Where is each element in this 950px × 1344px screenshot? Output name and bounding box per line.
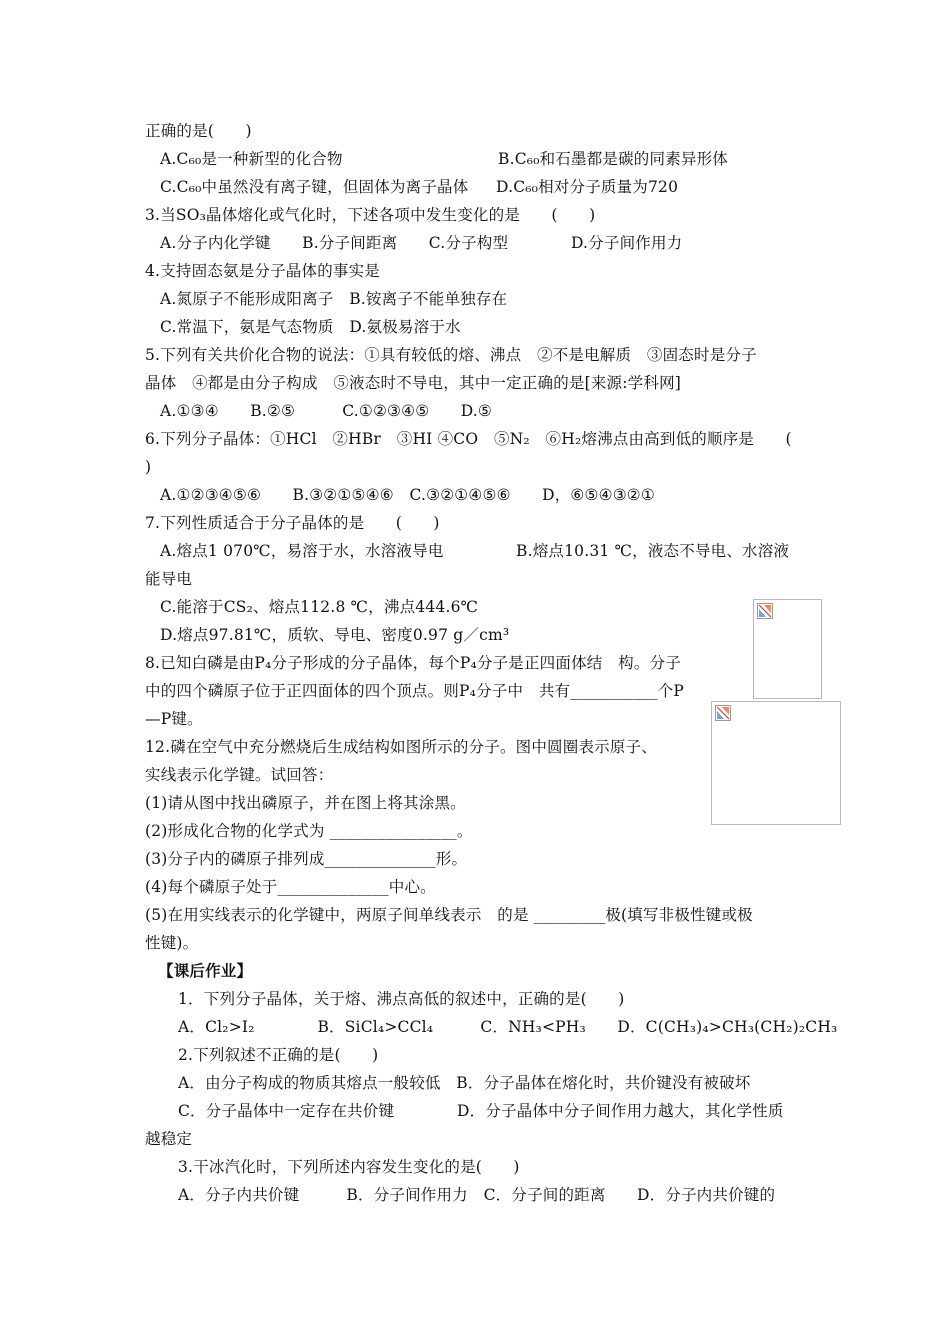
homework-q2-cont: 越稳定 [145, 1130, 193, 1148]
broken-image-placeholder [753, 599, 822, 699]
text-line: 正确的是( ) [145, 122, 252, 140]
question-6: 6.下列分子晶体：①HCl ②HBr ③HI ④CO ⑤N₂ ⑥H₂熔沸点由高到低的顺序是 ( [145, 430, 792, 448]
homework-q3-options: A．分子内共价键 B．分子间作用力 C．分子间的距离 D．分子内共价键的 [178, 1186, 776, 1204]
question-7: 7.下列性质适合于分子晶体的是 ( ) [145, 514, 440, 532]
question-7-option-b-cont: 能导电 [145, 570, 193, 588]
option-d: D.C₆₀相对分子质量为720 [496, 178, 679, 196]
homework-q1-options: A．Cl₂>I₂ B．SiCl₄>CCl₄ C．NH₃<PH₃ D．C(CH₃)₄>CH₃(CH₂)₂CH₃ [178, 1018, 838, 1036]
section-heading-homework: 【课后作业】 [158, 962, 253, 980]
option-b: B.C₆₀和石墨都是碳的同素异形体 [498, 150, 729, 168]
question-3-options: A.分子内化学键 B.分子间距离 C.分子构型 D.分子间作用力 [160, 234, 683, 252]
homework-q1: 1．下列分子晶体，关于熔、沸点高低的叙述中，正确的是( ) [178, 990, 625, 1008]
question-8: 8.已知白磷是由P₄分子形成的分子晶体，每个P₄分子是正四面体结 构。分子 [145, 654, 681, 672]
broken-image-icon [757, 603, 773, 619]
question-5: 5.下列有关共价化合物的说法：①具有较低的熔、沸点 ②不是电解质 ③固态时是分子 [145, 346, 757, 364]
option-a: A.C₆₀是一种新型的化合物 [160, 150, 343, 168]
question-4-options-cd: C.常温下，氨是气态物质 D.氨极易溶于水 [160, 318, 461, 336]
question-6-cont: ) [145, 458, 152, 476]
homework-q2-options-ab: A．由分子构成的物质其熔点一般较低 B．分子晶体在熔化时，共价键没有被破坏 [178, 1074, 751, 1092]
question-4: 4.支持固态氨是分子晶体的事实是 [145, 262, 380, 280]
question-7-option-c: C.能溶于CS₂、熔点112.8 ℃，沸点444.6℃ [160, 598, 479, 616]
homework-q2: 2.下列叙述不正确的是( ) [178, 1046, 379, 1064]
question-12-part-3: (3)分子内的磷原子排列成______________形。 [145, 850, 468, 868]
broken-image-placeholder-molecule [711, 701, 841, 825]
option-c: C.C₆₀中虽然没有离子键，但固体为离子晶体 [160, 178, 469, 196]
question-7-option-a: A.熔点1 070℃，易溶于水，水溶液导电 [160, 542, 444, 560]
question-12-part-1: (1)请从图中找出磷原子，并在图上将其涂黑。 [145, 794, 466, 812]
question-3: 3.当SO₃晶体熔化或气化时，下述各项中发生变化的是 ( ) [145, 206, 596, 224]
question-8-end: —P键。 [145, 710, 203, 728]
homework-q2-options-cd: C．分子晶体中一定存在共价键 D．分子晶体中分子间作用力越大，其化学性质 [178, 1102, 784, 1120]
question-6-options: A.①②③④⑤⑥ B.③②①⑤④⑥ C.③②①④⑤⑥ D，⑥⑤④③②① [160, 486, 655, 504]
homework-q3: 3.干冰汽化时，下列所述内容发生变化的是( ) [178, 1158, 520, 1176]
question-12-cont: 实线表示化学键。试回答： [145, 766, 334, 784]
question-12-part-2: (2)形成化合物的化学式为 ________________。 [145, 822, 473, 840]
question-7-option-d: D.熔点97.81℃，质软、导电、密度0.97 g／cm³ [160, 626, 510, 644]
question-12-part-5: (5)在用实线表示的化学键中，两原子间单线表示 的是 _________极(填写非极性键或极 [145, 906, 753, 924]
question-8-cont: 中的四个磷原子位于正四面体的四个顶点。则P₄分子中 共有___________个P [145, 682, 685, 700]
question-5-cont: 晶体 ④都是由分子构成 ⑤液态时不导电，其中一定正确的是[来源:学科网] [145, 374, 682, 392]
question-7-option-b: B.熔点10.31 ℃，液态不导电、水溶液 [516, 542, 790, 560]
question-12-part-5-cont: 性键)。 [145, 934, 199, 952]
question-12-part-4: (4)每个磷原子处于______________中心。 [145, 878, 436, 896]
question-12: 12.磷在空气中充分燃烧后生成结构如图所示的分子。图中圆圈表示原子、 [145, 738, 657, 756]
question-5-options: A.①③④ B.②⑤ C.①②③④⑤ D.⑤ [160, 402, 493, 420]
question-4-options-ab: A.氮原子不能形成阳离子 B.铵离子不能单独存在 [160, 290, 508, 308]
broken-image-icon [715, 705, 731, 721]
